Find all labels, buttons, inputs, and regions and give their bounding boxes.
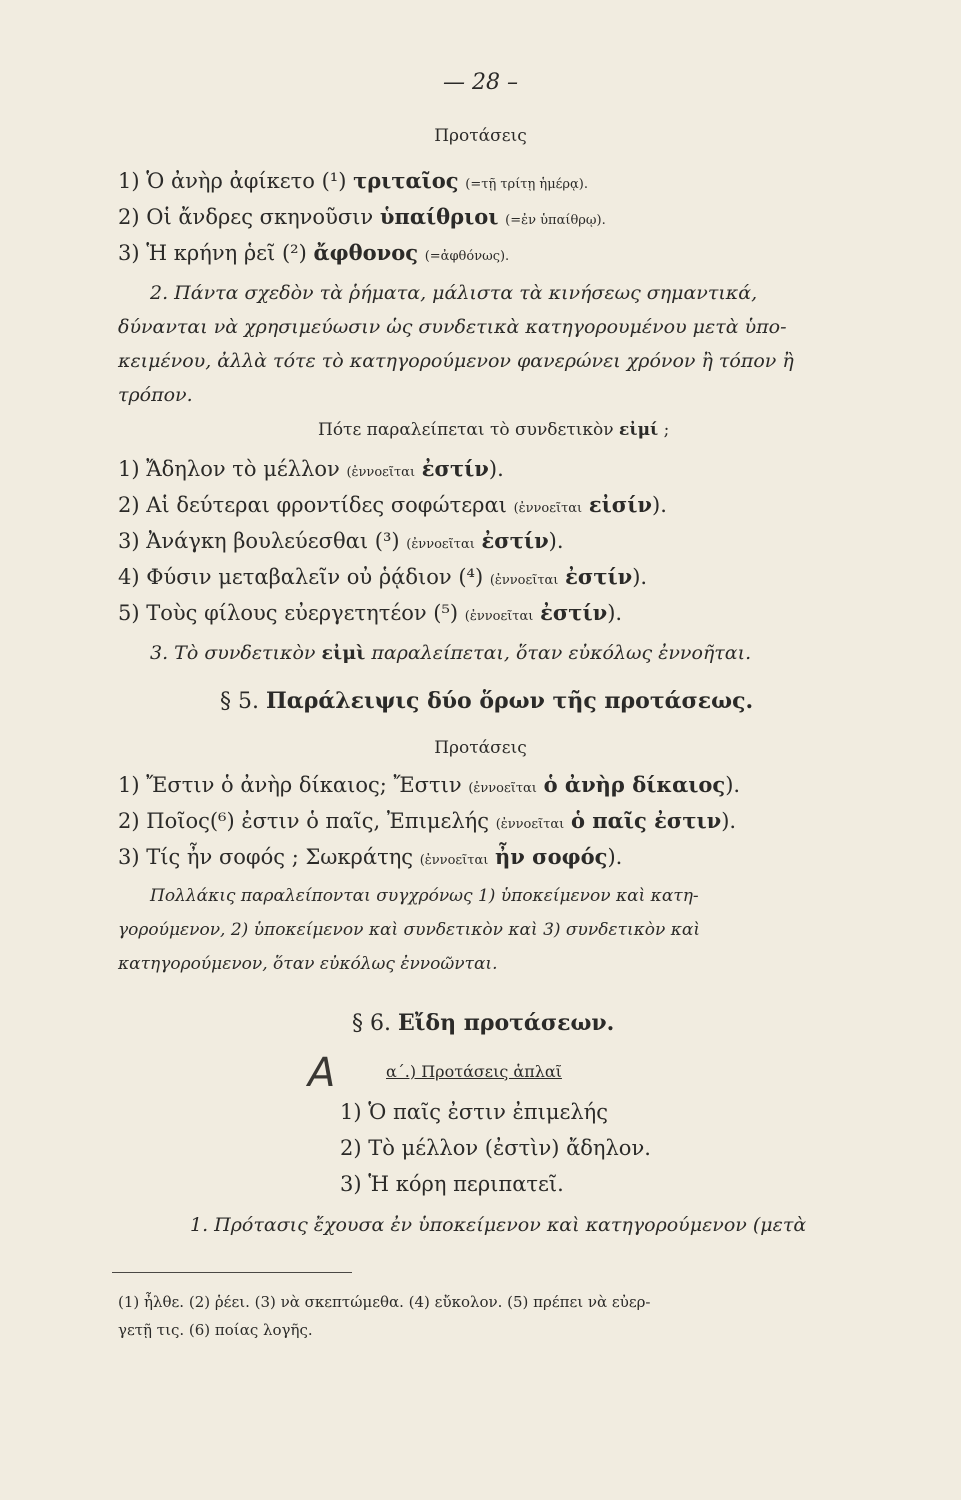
example-2: 2) Οἱ ἄνδρες σκηνοῦσιν ὑπαίθριοι (=ἐν ὑπαίθρῳ).: [118, 204, 606, 229]
footnotes: [118, 1288, 650, 1344]
note-paragraph: Πολλάκις παραλείπονται συγχρόνως 1) ὑποκείμενον καὶ κατη-: [150, 886, 699, 906]
section-heading: Προτάσεις: [434, 738, 527, 758]
section-heading: Προτάσεις: [434, 126, 527, 146]
example-2: 2) Αἱ δεύτεραι φροντίδες σοφώτεραι (ἐννοεῖται εἰσίν).: [118, 492, 667, 517]
rule-text: τρόπον.: [118, 384, 193, 406]
example-1: 1) Ὁ παῖς ἐστιν ἐπιμελής: [340, 1100, 609, 1124]
section-5-title: § 5. Παράλειψις δύο ὅρων τῆς προτάσεως.: [220, 688, 754, 714]
example-3: 3) Ἡ κρήνη ῥεῖ (²) ἄφθονος (=ἀφθόνως).: [118, 240, 510, 265]
example-2: 2) Τὸ μέλλον (ἐστὶν) ἄδηλον.: [340, 1136, 651, 1160]
example-5: 5) Τοὺς φίλους εὐεργετητέον (⁵) (ἐννοεῖται ἐστίν).: [118, 600, 623, 625]
subsection-heading: α΄.) Προτάσεις ἁπλαῖ: [386, 1062, 562, 1081]
question-heading: Πότε παραλείπεται τὸ συνδετικὸν εἰμί ;: [318, 420, 670, 440]
footnote-divider: [112, 1272, 352, 1273]
rule-text: 1. Πρότασις ἔχουσα ἐν ὑποκείμενον καὶ κατηγορούμενον (μετὰ: [190, 1214, 807, 1236]
example-1: 1) Ὁ ἀνὴρ ἀφίκετο (¹) τριταῖος (=τῇ τρίτῃ ἡμέρᾳ).: [118, 168, 589, 193]
example-1: 1) Ἄδηλον τὸ μέλλον (ἐννοεῖται ἐστίν).: [118, 456, 504, 481]
example-3: 3) Ἀνάγκη βουλεύεσθαι (³) (ἐννοεῖται ἐστίν).: [118, 528, 564, 553]
note-paragraph: κατηγορούμενον, ὅταν εὐκόλως ἐννοῶνται.: [118, 954, 498, 974]
rule-text: κειμένου, ἀλλὰ τότε τὸ κατηγορούμενον φανερώνει χρόνον ἢ τόπον ἢ: [118, 350, 794, 372]
rule-text: 3. Τὸ συνδετικὸν εἰμὶ παραλείπεται, ὅταν εὐκόλως ἐννοῆται.: [150, 642, 752, 664]
example-2: 2) Ποῖος(⁶) ἐστιν ὁ παῖς, Ἐπιμελής (ἐννοεῖται ὁ παῖς ἐστιν).: [118, 808, 737, 833]
handwritten-margin-letter: A: [308, 1050, 336, 1096]
footnote-line: (1) ἦλθε. (2) ῥέει. (3) νὰ σκεπτώμεθα. (4) εὔκολον. (5) πρέπει νὰ εὐερ-: [118, 1293, 651, 1311]
section-6-title: § 6. Εἴδη προτάσεων.: [352, 1010, 615, 1036]
footnote-line: γετῇ τις. (6) ποίας λογῆς.: [118, 1321, 313, 1339]
page-number: — 28 –: [443, 70, 518, 95]
example-4: 4) Φύσιν μεταβαλεῖν οὐ ῥᾴδιον (⁴) (ἐννοεῖται ἐστίν).: [118, 564, 648, 589]
rule-text: δύνανται νὰ χρησιμεύωσιν ὡς συνδετικὰ κατηγορουμένου μετὰ ὑπο-: [118, 316, 787, 338]
rule-text: 2. Πάντα σχεδὸν τὰ ῥήματα, μάλιστα τὰ κινήσεως σημαντικά,: [150, 282, 758, 304]
example-1: 1) Ἔστιν ὁ ἀνὴρ δίκαιος; Ἔστιν (ἐννοεῖται ὁ ἀνὴρ δίκαιος).: [118, 772, 741, 797]
note-paragraph: γορούμενον, 2) ὑποκείμενον καὶ συνδετικὸν καὶ 3) συνδετικὸν καὶ: [118, 920, 701, 940]
example-3: 3) Τίς ἦν σοφός ; Σωκράτης (ἐννοεῖται ἦν σοφός).: [118, 844, 623, 869]
example-3: 3) Ἡ κόρη περιπατεῖ.: [340, 1172, 564, 1196]
